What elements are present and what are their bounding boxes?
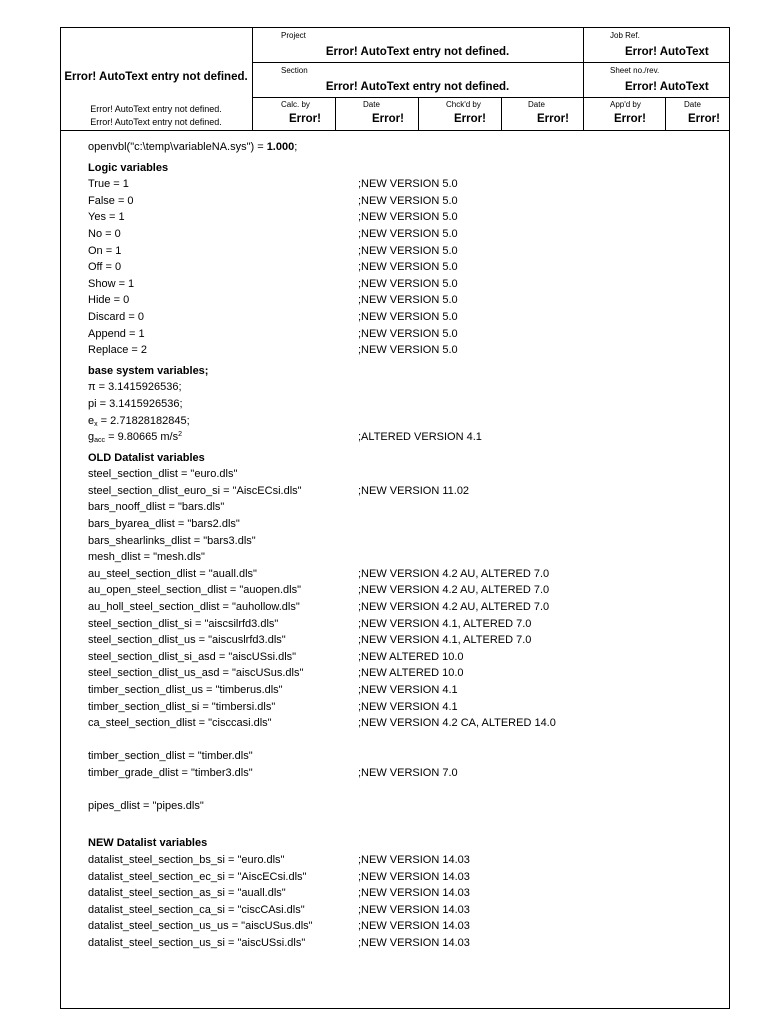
item-note: ;NEW VERSION 11.02 — [358, 484, 470, 497]
list-item — [88, 209, 708, 226]
item-note: ;NEW ALTERED 10.0 — [358, 650, 464, 663]
jobref-value: Error! AutoText — [625, 46, 709, 58]
list-item — [88, 326, 708, 343]
list-item — [88, 649, 708, 666]
list-item — [88, 379, 708, 396]
date2-label: Date — [528, 100, 545, 109]
list-item — [88, 582, 708, 599]
header-rule — [252, 97, 730, 98]
item-name: datalist_steel_section_ec_si = "AiscECsi.dls" — [88, 870, 307, 883]
list-item — [88, 682, 708, 699]
list-item — [88, 342, 708, 359]
item-name: Discard = 0 — [88, 310, 144, 323]
g-base: g — [88, 431, 95, 444]
pi-text-line: pi = 3.1415926536; — [88, 397, 183, 410]
item-note: ;NEW VERSION 4.1 — [358, 700, 458, 713]
sheet-value: Error! AutoText — [625, 81, 709, 93]
item-note: ;NEW VERSION 4.2 AU, ALTERED 7.0 — [358, 567, 550, 580]
item-note: ;NEW VERSION 4.2 AU, ALTERED 7.0 — [358, 601, 550, 614]
timber-grade-note: ;NEW VERSION 7.0 — [358, 766, 458, 779]
section-heading: NEW Datalist variables — [88, 837, 208, 850]
item-name: Hide = 0 — [88, 294, 130, 307]
item-note: ;NEW VERSION 14.03 — [358, 920, 470, 933]
date2-value: Error! — [537, 113, 569, 125]
item-note: ;NEW VERSION 5.0 — [358, 344, 458, 357]
item-name: Show = 1 — [88, 277, 135, 290]
chkd-by-value: Error! — [454, 113, 486, 125]
list-item — [88, 499, 708, 516]
date3-value: Error! — [688, 113, 720, 125]
item-note: ;NEW VERSION 5.0 — [358, 277, 458, 290]
list-item — [88, 852, 708, 869]
header-left-title: Error! AutoText entry not defined. — [64, 71, 248, 83]
section-heading: OLD Datalist variables — [88, 451, 205, 464]
item-name: datalist_steel_section_as_si = "auall.dls" — [88, 887, 286, 900]
item-name: au_holl_steel_section_dlist = "auhollow.dls" — [88, 601, 300, 614]
item-name: Yes = 1 — [88, 211, 125, 224]
list-item — [88, 869, 708, 886]
item-name: steel_section_dlist_euro_si = "AiscECsi.dls" — [88, 484, 302, 497]
list-item — [88, 396, 708, 413]
g-sup: 2 — [178, 431, 183, 439]
timber-section-line: timber_section_dlist = "timber.dls" — [88, 750, 253, 763]
list-item — [88, 918, 708, 935]
item-name: steel_section_dlist = "euro.dls" — [88, 468, 238, 481]
list-item — [88, 935, 708, 952]
e-base: e — [88, 414, 95, 427]
list-item — [88, 632, 708, 649]
list-item — [88, 533, 708, 550]
g-sub: acc — [94, 437, 106, 445]
list-item — [88, 616, 708, 633]
project-label: Project — [281, 31, 306, 40]
list-item — [88, 259, 708, 276]
list-item — [88, 413, 708, 430]
item-name: ca_steel_section_dlist = "cisccasi.dls" — [88, 717, 272, 730]
item-name: True = 1 — [88, 178, 129, 191]
list-item — [88, 885, 708, 902]
list-item — [88, 243, 708, 260]
e-rest: = 2.71828182845; — [97, 414, 190, 427]
list-item — [88, 193, 708, 210]
item-name: mesh_dlist = "mesh.dls" — [88, 551, 205, 564]
item-name: Replace = 2 — [88, 344, 148, 357]
item-name: steel_section_dlist_si_asd = "aiscUSsi.dls" — [88, 650, 297, 663]
openvbl-value: 1.000 — [266, 141, 295, 153]
list-item — [88, 765, 708, 782]
item-note: ;NEW VERSION 14.03 — [358, 887, 470, 900]
item-name: steel_section_dlist_si = "aiscsilrfd3.dls" — [88, 617, 279, 630]
item-name: steel_section_dlist_us_asd = "aiscUSus.dls" — [88, 667, 304, 680]
e-sub: x — [94, 420, 98, 428]
sheet-label: Sheet no./rev. — [610, 66, 660, 75]
item-name: bars_byarea_dlist = "bars2.dls" — [88, 518, 240, 531]
list-item — [88, 309, 708, 326]
item-name: Off = 0 — [88, 261, 122, 274]
section-value: Error! AutoText entry not defined. — [325, 81, 510, 93]
header-divider — [583, 28, 584, 131]
header-divider — [418, 97, 419, 131]
item-name: datalist_steel_section_us_us = "aiscUSus.dls" — [88, 920, 313, 933]
item-name: datalist_steel_section_us_si = "aiscUSsi.dls" — [88, 936, 306, 949]
calc-by-value: Error! — [289, 113, 321, 125]
item-note: ;NEW VERSION 5.0 — [358, 178, 458, 191]
list-item — [88, 176, 708, 193]
pi-symbol-line: π = 3.1415926536; — [88, 381, 182, 394]
item-note: ;NEW VERSION 4.1, ALTERED 7.0 — [358, 617, 532, 630]
item-note: ;NEW VERSION 4.2 AU, ALTERED 7.0 — [358, 584, 550, 597]
item-name: bars_nooff_dlist = "bars.dls" — [88, 501, 225, 514]
header-left-line2: Error! AutoText entry not defined. — [90, 117, 222, 127]
list-item — [88, 748, 708, 765]
list-item — [88, 226, 708, 243]
list-item — [88, 549, 708, 566]
item-note: ;NEW VERSION 5.0 — [358, 327, 458, 340]
section-label: Section — [281, 66, 308, 75]
date3-label: Date — [684, 100, 701, 109]
item-note: ;NEW VERSION 14.03 — [358, 903, 470, 916]
item-note: ;NEW VERSION 14.03 — [358, 936, 470, 949]
list-item — [88, 292, 708, 309]
list-item — [88, 566, 708, 583]
item-note: ;NEW VERSION 14.03 — [358, 853, 470, 866]
item-name: Append = 1 — [88, 327, 145, 340]
openvbl-prefix: openvbl("c:\temp\variableNA.sys") = — [88, 141, 267, 153]
logic-list — [88, 176, 708, 359]
list-item — [88, 483, 708, 500]
item-note: ;NEW ALTERED 10.0 — [358, 667, 464, 680]
item-note: ;NEW VERSION 14.03 — [358, 870, 470, 883]
item-note: ;NEW VERSION 4.1, ALTERED 7.0 — [358, 634, 532, 647]
date1-label: Date — [363, 100, 380, 109]
item-name: bars_shearlinks_dlist = "bars3.dls" — [88, 534, 256, 547]
list-item — [88, 699, 708, 716]
g-note: ;ALTERED VERSION 4.1 — [358, 431, 482, 444]
item-name: timber_section_dlist_us = "timberus.dls" — [88, 684, 283, 696]
list-item — [88, 429, 708, 446]
item-note: ;NEW VERSION 5.0 — [358, 227, 458, 240]
header-rule — [252, 62, 730, 63]
header-divider — [252, 28, 253, 131]
item-name: au_open_steel_section_dlist = "auopen.dls" — [88, 584, 301, 597]
header-divider — [501, 97, 502, 131]
header-divider — [335, 97, 336, 131]
appd-by-label: App'd by — [610, 100, 641, 109]
item-note: ;NEW VERSION 5.0 — [358, 194, 458, 207]
item-name: timber_section_dlist_si = "timbersi.dls" — [88, 700, 276, 713]
date1-value: Error! — [372, 113, 404, 125]
new-list — [88, 852, 708, 952]
calc-body — [88, 139, 708, 952]
list-item — [88, 665, 708, 682]
timber-grade-line: timber_grade_dlist = "timber3.dls" — [88, 766, 253, 779]
g-rest: = 9.80665 m/s — [105, 431, 179, 444]
project-value: Error! AutoText entry not defined. — [325, 46, 510, 58]
item-note: ;NEW VERSION 5.0 — [358, 310, 458, 323]
item-name: False = 0 — [88, 194, 134, 207]
item-name: au_steel_section_dlist = "auall.dls" — [88, 567, 257, 580]
openvbl-suffix: ; — [294, 141, 298, 153]
header-left-line1: Error! AutoText entry not defined. — [90, 104, 222, 114]
openvbl-line — [88, 139, 708, 156]
list-item — [88, 902, 708, 919]
item-name: datalist_steel_section_ca_si = "ciscCAsi.dls" — [88, 903, 305, 916]
item-name: No = 0 — [88, 227, 121, 240]
item-note: ;NEW VERSION 5.0 — [358, 211, 458, 224]
item-name: On = 1 — [88, 244, 122, 257]
item-note: ;NEW VERSION 4.2 CA, ALTERED 14.0 — [358, 717, 556, 730]
item-note: ;NEW VERSION 5.0 — [358, 244, 458, 257]
item-note: ;NEW VERSION 5.0 — [358, 294, 458, 307]
item-name: datalist_steel_section_bs_si = "euro.dls" — [88, 853, 285, 866]
list-item — [88, 516, 708, 533]
list-item — [88, 599, 708, 616]
old-list — [88, 466, 708, 732]
item-note: ;NEW VERSION 4.1 — [358, 684, 458, 696]
list-item — [88, 276, 708, 293]
header-bottom-rule — [61, 130, 729, 131]
chkd-by-label: Chck'd by — [446, 100, 481, 109]
item-name: steel_section_dlist_us = "aiscuslrfd3.dls" — [88, 634, 286, 647]
header-divider — [665, 97, 666, 131]
list-item — [88, 715, 708, 732]
list-item — [88, 466, 708, 483]
list-item — [88, 798, 708, 815]
appd-by-value: Error! — [614, 113, 646, 125]
jobref-label: Job Ref. — [610, 31, 640, 40]
item-note: ;NEW VERSION 5.0 — [358, 261, 458, 274]
section-heading: base system variables; — [88, 364, 209, 377]
pipes-line: pipes_dlist = "pipes.dls" — [88, 800, 204, 813]
section-heading: Logic variables — [88, 161, 169, 174]
calc-by-label: Calc. by — [281, 100, 310, 109]
